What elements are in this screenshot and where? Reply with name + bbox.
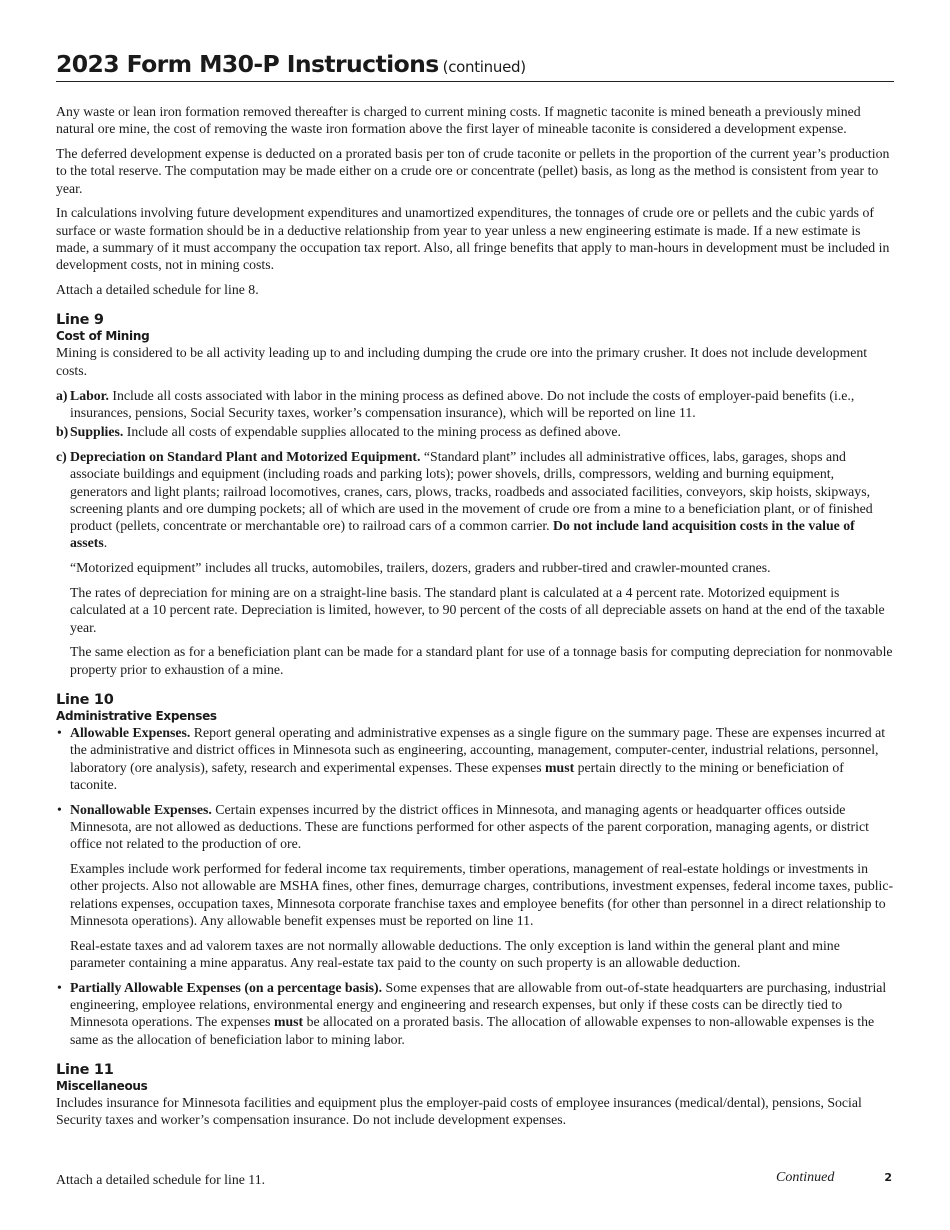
intro-paragraph-4: Attach a detailed schedule for line 8. [56, 282, 259, 298]
intro-section [56, 103, 894, 298]
line-10-subheading: Administrative Expenses [56, 709, 217, 724]
partial-end: be allocated on a prorated basis. The allocation of allowable expenses to non-allowable expenses is the same as the allocation of beneficiation labor to mining labor. [70, 1014, 875, 1047]
partial-title: Partially Allowable Expenses (on a percentage basis). [70, 979, 383, 995]
item-c-text: “Standard plant” includes all administrative offices, labs, garages, shops and associate buildings and equipment (including roads and parking lots); power shovels, drills, compressors, welding and burning equipment, generators and light plants; railroad locomotives, cranes, cars, plows, tracks, roadbeds and associated facilities, conveyors, skip hoists, skipways, screening plants and ore dumping pockets; all of which are used in the movement of crude ore from a mine to a beneficiation plant, or of finished product (pellets, concentrate or merchantable ore) to railroad cars of a common carrier. [70, 448, 873, 534]
allowable-title: Allowable Expenses. [70, 725, 191, 741]
line-11-section [56, 1062, 894, 1129]
line-11-text: Includes insurance for Minnesota facilities and equipment plus the employer-paid costs of employee insurances (medical/dental), pensions, Social Security taxes and worker’s compensation insurance. Do not include development expenses. [56, 1095, 862, 1128]
allowable-must: must [545, 759, 575, 775]
item-c-title: Depreciation on Standard Plant and Motorized Equipment. [70, 448, 421, 464]
nonallowable-title: Nonallowable Expenses. [70, 801, 212, 817]
bullet-allowable [56, 724, 894, 793]
item-b-text: Include all costs of expendable supplies allocated to the mining process as defined above. [123, 424, 621, 440]
partial-must: must [273, 1014, 304, 1030]
footer-attach-note: Attach a detailed schedule for line 11. [56, 1172, 266, 1187]
page-number: 2 [884, 1171, 892, 1184]
item-c-paragraph-4: The same election as for a beneficiation plant can be made for a standard plant for use of a tonnage basis for computing depreciation for nonmovable property prior to exhaustion of a mine. [70, 644, 893, 677]
intro-paragraph-3: In calculations involving future development expenditures and unamortized expenditures, the tonnages of crude ore or pellets and the cubic yards of surface or waste formation should be in a deductive relationship from year to year unless a new engineering estimate is made. If a new estimate is made, a summary of it must accompany the occupation tax report. Also, all fringe benefits that apply to man-hours in development must be included in development costs, not in mining costs. [56, 205, 890, 273]
nonallowable-paragraph-3: Real-estate taxes and ad valorem taxes are not normally allowable deductions. The only exception is land within the general plant and mine parameter containing a mine apparatus. Any real-estate tax paid to the county on such property is an allowable deduction. [70, 937, 840, 971]
line-11-heading: Line 11 [56, 1062, 114, 1079]
item-b-label: b) [56, 424, 69, 440]
item-a-title: Labor. [70, 387, 109, 403]
bullet-icon: • [57, 725, 62, 741]
page-header [56, 50, 894, 82]
list-item-b [56, 423, 894, 440]
allowable-end: pertain directly to the mining or beneficiation of taconite. [70, 759, 844, 792]
item-a-text: Include all costs associated with labor in the mining process as defined above. Do not include the costs of employer-paid benefits (i.e., insurances, pensions, Social Security taxes, worker’s compensation insurance), which will be reported on line 11. [70, 387, 855, 420]
item-c-paragraph-3: The rates of depreciation for mining are on a straight-line basis. The standard plant is calculated at a 4 percent rate. Motorized equipment is calculated at a 10 percent rate. Depreciation is limited, however, to 90 percent of the costs of all depreciable assets on hand at the end of the taxable year. [70, 585, 885, 635]
partial-text: Some expenses that are allowable from out-of-state headquarters are purchasing, industrial engineering, employee relations, environmental energy and engineering and research expenses, but only if these costs can be directly tied to Minnesota operations. The expenses [70, 979, 887, 1030]
list-item-a [56, 387, 894, 422]
bullet-nonallowable [56, 801, 894, 853]
bullet-icon: • [57, 979, 62, 995]
nonallowable-text: Certain expenses incurred by the district offices in Minnesota, and managing agents or headquarter offices outside Minnesota, are not allowed as deductions. These are functions performed for other aspects of the parent corporation, managing agents, or district office not related to the production of ore. [70, 801, 869, 852]
page-title: 2023 Form M30-P Instructions [56, 50, 439, 78]
bullet-partially-allowable [56, 979, 894, 1048]
document-page [56, 50, 894, 1136]
footer-continued: Continued [776, 1170, 835, 1185]
line-10-heading: Line 10 [56, 692, 114, 709]
item-a-label: a) [56, 387, 68, 403]
item-c-emphasis: Do not include land acquisition costs in the value of assets [70, 518, 855, 551]
line-9-text: Mining is considered to be all activity leading up to and including dumping the crude ore into the primary crusher. It does not include development costs. [56, 345, 868, 378]
page-footer [56, 1171, 894, 1189]
allowable-text: Report general operating and administrative expenses as a single figure on the summary page. These are expenses incurred at the administrative and district offices in Minnesota such as engineering, accounting, management, computer-center, industrial relations, personnel, laboratory (ore analysis), safety, research and experimental expenses. These expenses [70, 725, 886, 775]
intro-paragraph-2: The deferred development expense is deducted on a prorated basis per ton of crude taconite or pellets in the proportion of the current year’s production to the total reserve. The computation may be made either on a crude ore or concentrate (pellet) basis, as long as the method is consistent from year to year. [56, 146, 890, 196]
item-c-end: . [103, 535, 108, 551]
intro-paragraph-1: Any waste or lean iron formation removed thereafter is charged to current mining costs. If magnetic taconite is mined beneath a previously mined natural ore mine, the cost of removing the waste iron formation above the first layer of mineable taconite is considered a development expense. [56, 104, 861, 137]
item-b-title: Supplies. [70, 424, 124, 440]
line-10-section [56, 692, 894, 1048]
bullet-icon: • [57, 801, 62, 817]
line-11-subheading: Miscellaneous [56, 1079, 148, 1094]
line-9-subheading: Cost of Mining [56, 329, 150, 344]
nonallowable-paragraph-2: Examples include work performed for federal income tax requirements, timber operations, management of real-estate holdings or investments in other projects. Also not allowable are MSHA fines, other fines, demurrage charges, contributions, investment expenses, federal income taxes, public-relations expenses, occupation taxes, Minnesota corporate franchise taxes and employee benefits (for other than personnel in a direct relationship to Minnesota operations). Any allowable benefit expenses must be reported on line 11. [70, 861, 894, 928]
line-9-heading: Line 9 [56, 312, 104, 329]
list-item-c [56, 448, 894, 552]
item-c-paragraph-2: “Motorized equipment” includes all trucks, automobiles, trailers, dozers, graders and rubber-tired and crawler-mounted cranes. [70, 560, 771, 576]
page-subtitle: (continued) [442, 58, 526, 76]
item-c-label: c) [56, 448, 67, 464]
line-9-section [56, 312, 894, 678]
